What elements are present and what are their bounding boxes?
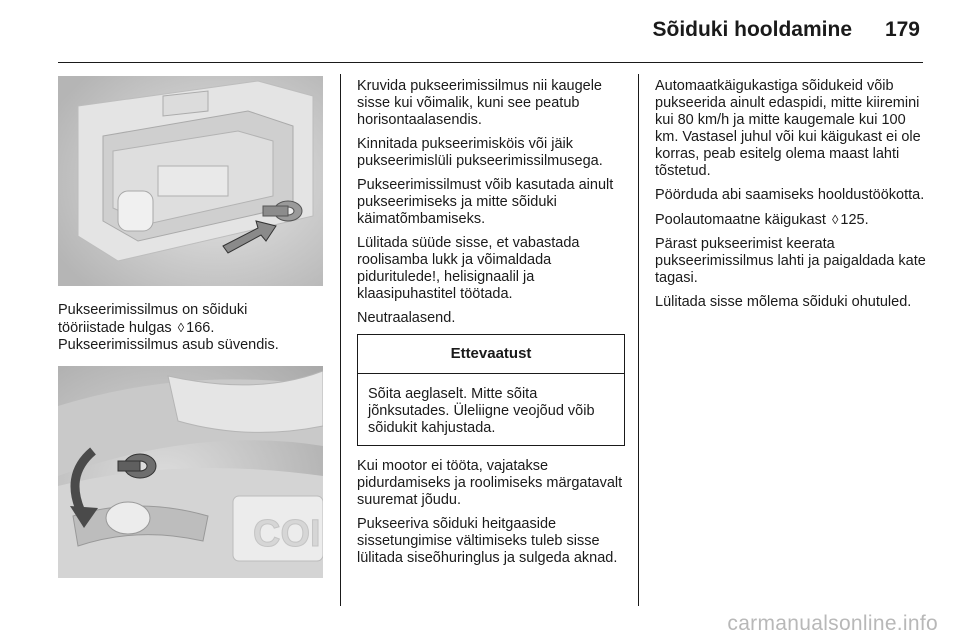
tow-eye-front-bumper-illustration	[58, 366, 323, 578]
page-reference-icon: ◊	[177, 320, 185, 335]
page-header-title: Sõiduki hooldamine	[652, 18, 852, 41]
paragraph: Lülitada sisse mõlema sõiduki ohutuled.	[655, 294, 912, 310]
paragraph: Kinnitada pukseerimisköis või jäik pukseerimislüli pukseerimissilmusega.	[357, 136, 603, 169]
caption-line-2: tööriistade hulgas ◊ 166.	[58, 320, 215, 336]
paragraph: Lülitada süüde sisse, et vabastada roolisamba lukk ja võimaldada piduritulede!, helisignaalil ja klaasipuhastitel töötada.	[357, 235, 580, 302]
paragraph: Neutraalasend.	[357, 310, 456, 326]
paragraph: Poolautomaatne käigukast ◊ 125.	[655, 212, 869, 228]
column-3	[655, 78, 930, 318]
column-2	[357, 78, 625, 574]
caption-line-1: Pukseerimissilmus on sõiduki	[58, 302, 248, 318]
caution-title: Ettevaatust	[358, 335, 624, 374]
paragraph: Pukseeriva sõiduki heitgaaside sissetungimise vältimiseks tuleb sisse lülitada siseõhuringlus ja sulgeda aknad.	[357, 516, 618, 566]
paragraph: Kruvida pukseerimissilmus nii kaugele sisse kui võimalik, kuni see peatub horisontaalasendis.	[357, 78, 602, 128]
page-reference-icon: ◊	[831, 212, 839, 227]
figure-caption	[58, 302, 328, 354]
caption-line-3: Pukseerimissilmus asub süvendis.	[58, 337, 279, 353]
paragraph: Pukseerimissilmust võib kasutada ainult pukseerimiseks ja mitte sõiduki käimatõmbamiseks.	[357, 177, 614, 227]
column-divider-1	[340, 74, 341, 606]
paragraph: Automaatkäigukastiga sõidukeid võib pukseerida ainult edaspidi, mitte kiiremini kui 80 km/h ja mitte kaugemale kui 100 km. Vastasel juhul või kui käigukast ei ole korras, peab esitelg olema maast lahti tõstetud.	[655, 78, 921, 179]
caution-body: Sõita aeglaselt. Mitte sõita jõnksutades. Üleliigne veojõud võib sõidukit kahjustada.	[368, 386, 595, 436]
paragraph: Kui mootor ei tööta, vajatakse pidurdamiseks ja roolimiseks märgatavalt suuremat jõudu.	[357, 458, 623, 508]
caution-box	[357, 334, 625, 446]
license-plate-text: COI	[253, 513, 321, 555]
paragraph: Pärast pukseerimist keerata pukseerimissilmus lahti ja paigaldada kate tagasi.	[655, 236, 926, 286]
column-divider-2	[638, 74, 639, 606]
tow-eye-in-tool-tray-illustration	[58, 76, 323, 286]
watermark-text: carmanualsonline.info	[727, 612, 938, 635]
page-number: 179	[884, 18, 920, 41]
paragraph: Pöörduda abi saamiseks hooldustöökotta.	[655, 187, 925, 203]
header-rule	[58, 62, 923, 63]
